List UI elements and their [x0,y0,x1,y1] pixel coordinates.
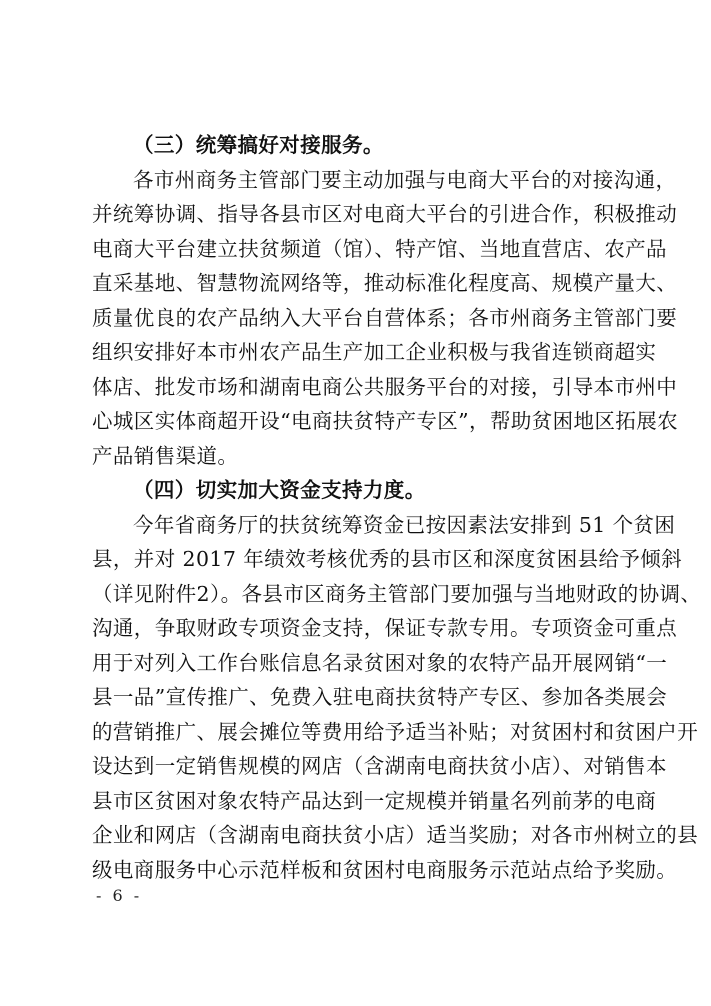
paragraph-line: 并统筹协调、指导各县市区对电商大平台的引进合作，积极推动 [92,202,678,226]
document-body [92,128,702,887]
section-heading-coordination: （三）统筹搞好对接服务。 [133,133,384,157]
paragraph-line: 的营销推广、展会摊位等费用给予适当补贴；对贫困村和贫困户开 [92,719,699,744]
paragraph-line: 今年省商务厅的扶贫统筹资金已按因素法安排到 51 个贫困 [133,512,676,537]
paragraph-line: 产品销售渠道。 [92,443,239,468]
paragraph-line: （详见附件2）。各县市区商务主管部门要加强与当地财政的协调、 [92,581,702,606]
paragraph-line: 电商大平台建立扶贫频道（馆）、特产馆、当地直营店、农产品 [92,236,667,261]
paragraph-line: 设达到一定销售规模的网店（含湖南电商扶贫小店）、对销售本 [92,754,667,778]
paragraph-line: 沟通，争取财政专项资金支持，保证专款专用。专项资金可重点 [92,616,678,640]
paragraph-line: 体店、批发市场和湖南电商公共服务平台的对接，引导本市州中 [92,374,678,399]
paragraph-line: 县市区贫困对象农特产品达到一定规模并销量名列前茅的电商 [92,788,657,813]
page-number: - 6 - [96,886,143,905]
section-heading-funding: （四）切实加大资金支持力度。 [133,478,426,502]
paragraph-line: 级电商服务中心示范样板和贫困村电商服务示范站点给予奖励。 [92,857,678,882]
paragraph-line: 县，并对 2017 年绩效考核优秀的县市区和深度贫困县给予倾斜 [92,547,683,571]
paragraph-line: 质量优良的农产品纳入大平台自营体系；各市州商务主管部门要 [92,305,678,330]
paragraph-line: 各市州商务主管部门要主动加强与电商大平台的对接沟通， [133,167,677,192]
paragraph-line: 组织安排好本市州农产品生产加工企业积极与我省连锁商超实 [92,340,657,364]
paragraph-line: 心城区实体商超开设“电商扶贫特产专区”，帮助贫困地区拓展农 [92,409,679,433]
paragraph-line: 直采基地、智慧物流网络等，推动标准化程度高、规模产量大、 [92,271,678,295]
paragraph-line: 用于对列入工作台账信息名录贫困对象的农特产品开展网销“一 [92,650,668,675]
paragraph-line: 企业和网店（含湖南电商扶贫小店）适当奖励；对各市州树立的县 [92,823,699,847]
paragraph-line: 县一品”宣传推广、免费入驻电商扶贫特产专区、参加各类展会 [92,685,668,709]
